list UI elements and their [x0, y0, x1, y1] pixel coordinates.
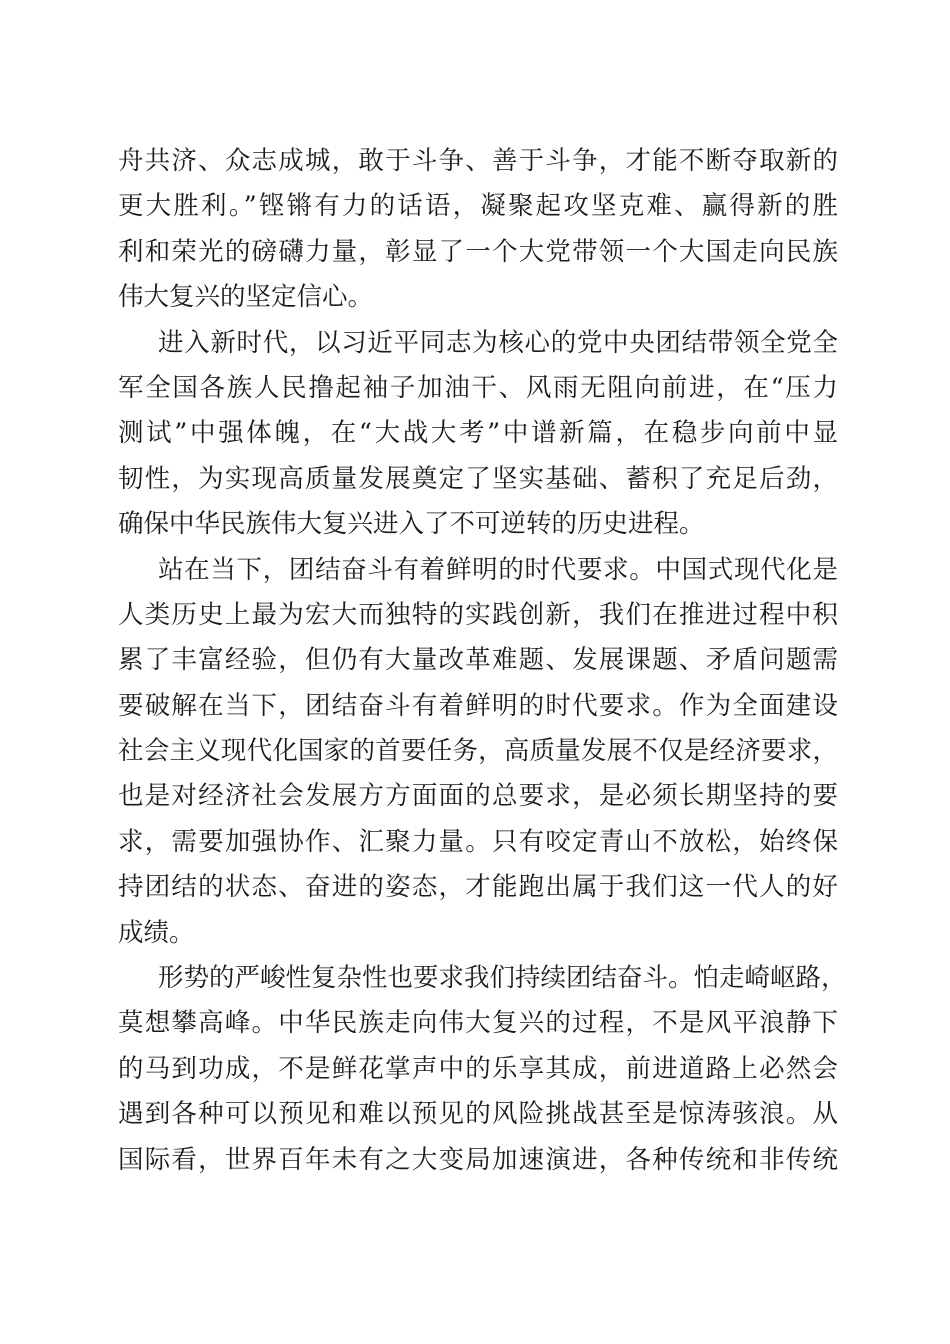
text-line: 遇到各种可以预见和难以预见的风险挑战甚至是惊涛骇浪。从: [118, 1099, 838, 1130]
text-line: 人类历史上最为宏大而独特的实践创新，我们在推进过程中积: [118, 599, 838, 630]
text-line: 确保中华民族伟大复兴进入了不可逆转的历史进程。: [118, 509, 705, 540]
text-line: 伟大复兴的坚定信心。: [118, 282, 374, 313]
text-line: 国际看，世界百年未有之大变局加速演进，各种传统和非传统: [118, 1144, 838, 1175]
text-line: 累了丰富经验，但仍有大量改革难题、发展课题、矛盾问题需: [118, 645, 838, 676]
text-line: 舟共济、众志成城，敢于斗争、善于斗争，才能不断夺取新的: [118, 146, 838, 176]
text-line: 利和荣光的磅礴力量，彰显了一个大党带领一个大国走向民族: [118, 236, 838, 267]
text-line: 求，需要加强协作、汇聚力量。只有咬定青山不放松，始终保: [118, 826, 838, 857]
text-line: 也是对经济社会发展方方面面的总要求，是必须长期坚持的要: [118, 781, 838, 812]
text-line: 站在当下，团结奋斗有着鲜明的时代要求。中国式现代化是: [158, 554, 838, 585]
text-line: 莫想攀高峰。中华民族走向伟大复兴的过程，不是风平浪静下: [118, 1008, 838, 1039]
text-line: 测试”中强体魄，在“大战大考”中谱新篇，在稳步向前中显: [118, 418, 838, 449]
text-line: 成绩。: [118, 917, 195, 948]
text-line: 社会主义现代化国家的首要任务，高质量发展不仅是经济要求，: [118, 736, 838, 767]
text-line: 军全国各族人民撸起袖子加油干、风雨无阻向前进，在“压力: [118, 372, 838, 403]
text-line: 持团结的状态、奋进的姿态，才能跑出属于我们这一代人的好: [118, 872, 838, 903]
text-line: 形势的严峻性复杂性也要求我们持续团结奋斗。怕走崎岖路，: [158, 963, 847, 994]
text-line: 的马到功成，不是鲜花掌声中的乐享其成，前进道路上必然会: [118, 1053, 838, 1084]
text-line: 要破解在当下，团结奋斗有着鲜明的时代要求。作为全面建设: [118, 690, 838, 721]
text-line: 韧性，为实现高质量发展奠定了坚实基础、蓄积了充足后劲，: [118, 463, 838, 494]
text-line: 更大胜利。”铿锵有力的话语，凝聚起攻坚克难、赢得新的胜: [118, 191, 838, 222]
text-line: 进入新时代，以习近平同志为核心的党中央团结带领全党全: [158, 327, 838, 358]
body-text: [118, 139, 847, 1183]
